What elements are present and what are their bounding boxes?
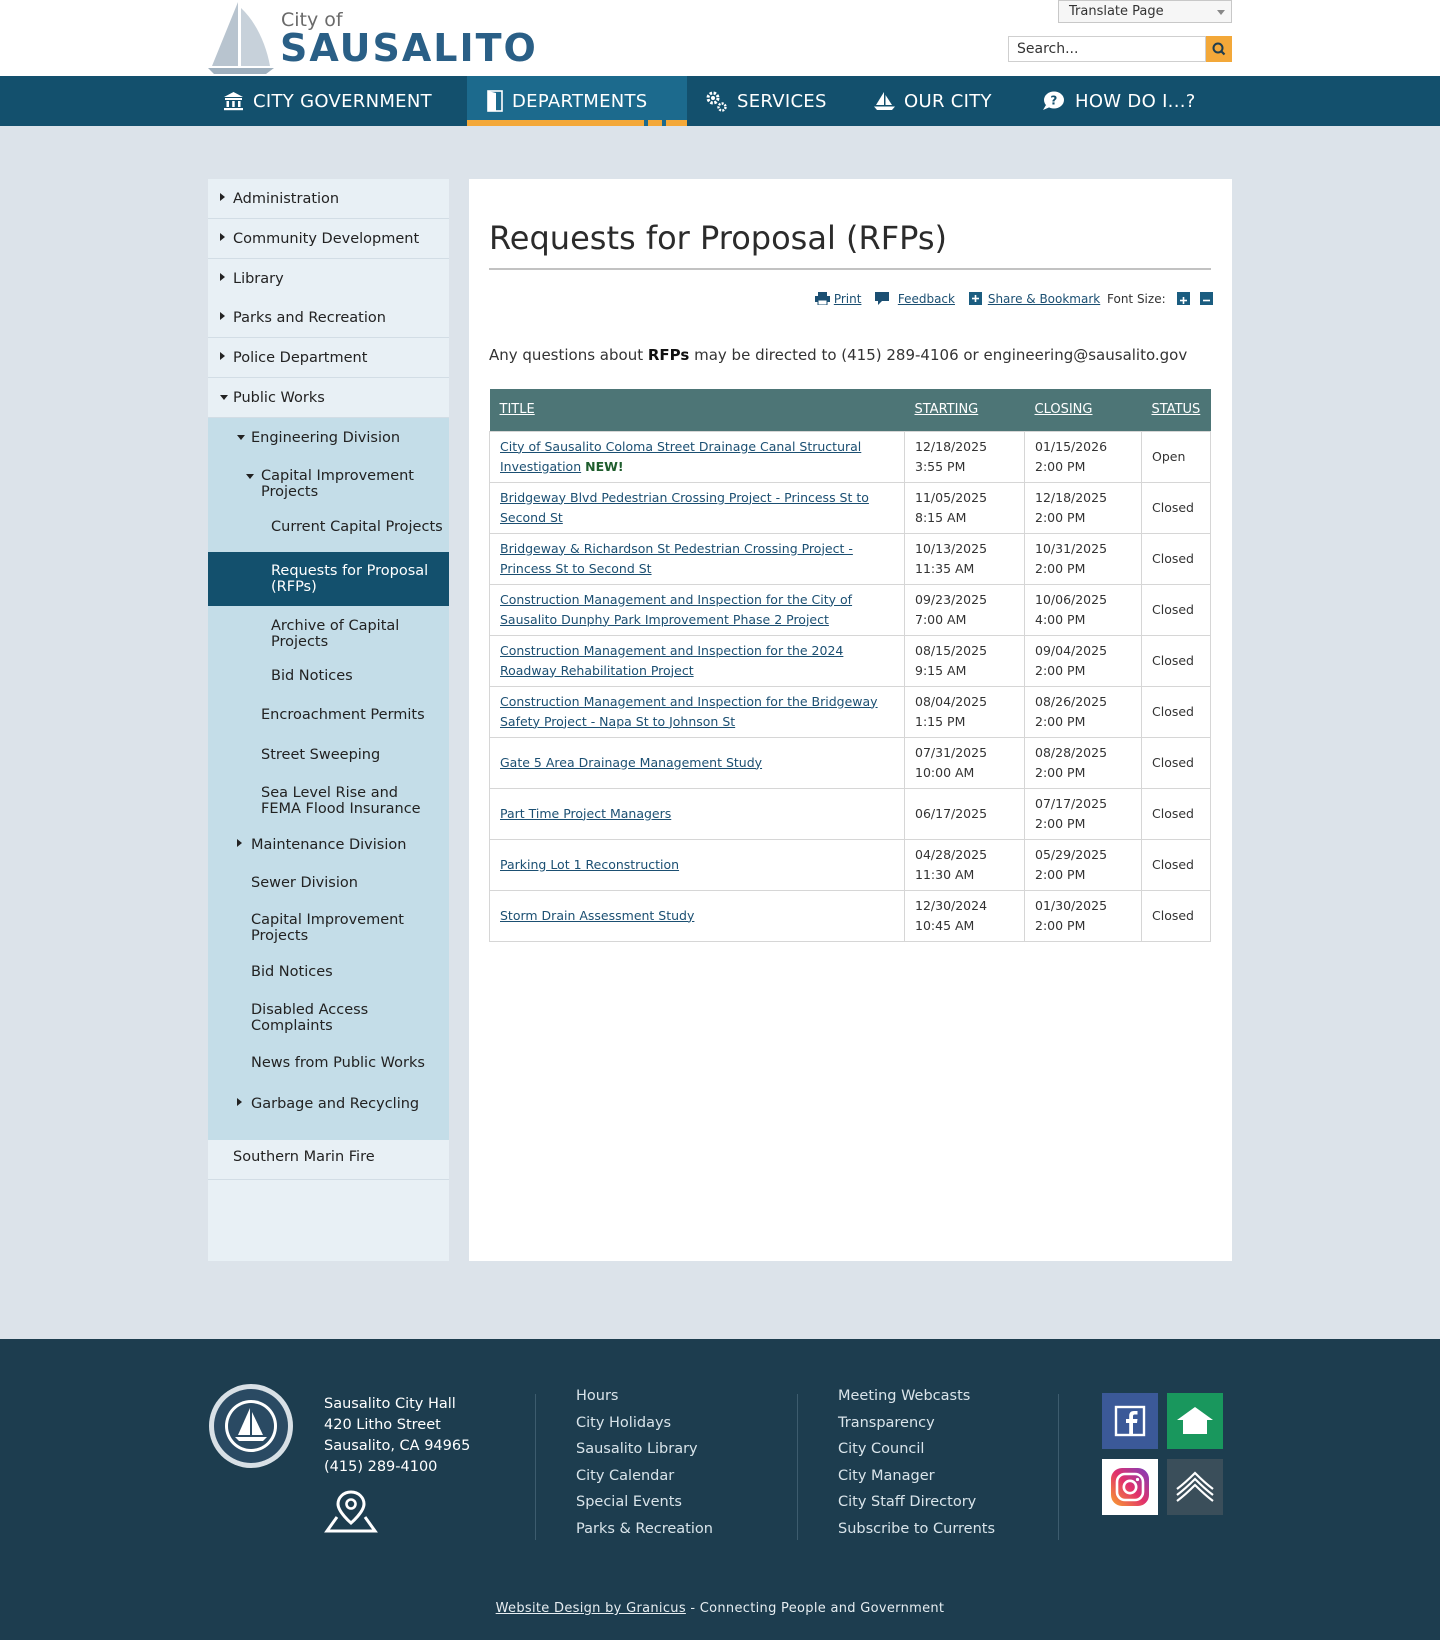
sidebar-item-parks-and-recreation[interactable] xyxy=(208,298,449,338)
door-icon xyxy=(487,90,503,112)
cell-title xyxy=(490,635,905,686)
sidebar-item-label: Archive of Capital Projects xyxy=(271,618,400,650)
col-header-title[interactable]: TITLE xyxy=(490,389,905,431)
cell-title xyxy=(490,890,905,941)
table-row xyxy=(490,431,1211,482)
sidebar-item-bid-notices[interactable] xyxy=(208,658,449,696)
footer-link-city-holidays[interactable]: City Holidays xyxy=(576,1414,672,1431)
sidebar-item-label: Capital Improvement Projects xyxy=(261,468,414,500)
cell-status: Closed xyxy=(1142,533,1211,584)
sidebar-item-label: News from Public Works xyxy=(251,1055,425,1071)
footer-credit xyxy=(0,1601,1440,1616)
cell-closing: 10/06/2025 4:00 PM xyxy=(1025,584,1142,635)
footer-link-subscribe-currents[interactable]: Subscribe to Currents xyxy=(838,1520,996,1537)
sidebar-item-label: Bid Notices xyxy=(251,964,333,980)
sidebar-item-requests-for-proposal[interactable] xyxy=(208,552,449,606)
cell-status: Closed xyxy=(1142,686,1211,737)
caret-right-icon xyxy=(220,193,225,201)
cell-closing: 08/28/2025 2:00 PM xyxy=(1025,737,1142,788)
cell-status: Closed xyxy=(1142,788,1211,839)
sidebar-item-label: Disabled Access Complaints xyxy=(251,1002,369,1034)
cell-title xyxy=(490,431,905,482)
cell-title xyxy=(490,584,905,635)
main-nav xyxy=(0,76,1440,126)
cell-status: Closed xyxy=(1142,482,1211,533)
footer-link-city-calendar[interactable]: City Calendar xyxy=(576,1467,675,1484)
caret-down-icon xyxy=(237,435,245,440)
cell-starting: 07/31/2025 10:00 AM xyxy=(905,737,1025,788)
footer-link-meeting-webcasts[interactable]: Meeting Webcasts xyxy=(838,1388,971,1404)
printer-icon xyxy=(815,292,830,305)
sidebar-item-label: Maintenance Division xyxy=(251,837,407,853)
col-header-status[interactable]: STATUS xyxy=(1142,389,1211,431)
city-channel-icon xyxy=(1167,1459,1223,1515)
sidebar-item-administration[interactable] xyxy=(208,179,449,219)
cell-starting: 11/05/2025 8:15 AM xyxy=(905,482,1025,533)
caret-right-icon xyxy=(220,273,225,281)
sidebar-item-maintenance-division[interactable] xyxy=(208,826,449,864)
building-icon xyxy=(223,91,244,111)
sidebar-item-label: Current Capital Projects xyxy=(271,519,443,535)
search-placeholder: Search... xyxy=(1017,41,1079,57)
cell-closing: 12/18/2025 2:00 PM xyxy=(1025,482,1142,533)
rfp-title-link[interactable]: Construction Management and Inspection for the 2024 Roadway Rehabilitation Project xyxy=(500,642,844,678)
nav-label: SERVICES xyxy=(737,90,827,112)
city-seal-icon xyxy=(208,1383,294,1469)
cell-closing: 05/29/2025 2:00 PM xyxy=(1025,839,1142,890)
nav-active-indicator xyxy=(467,120,687,126)
sidebar-item-archive-of-capital-projects[interactable] xyxy=(208,606,449,658)
cell-closing: 01/30/2025 2:00 PM xyxy=(1025,890,1142,941)
table-row xyxy=(490,890,1211,941)
address-line: Sausalito, CA 94965 xyxy=(324,1438,471,1454)
sidebar-item-library[interactable] xyxy=(208,259,449,299)
instagram-button[interactable] xyxy=(1102,1459,1158,1515)
sidebar-item-public-works[interactable] xyxy=(208,378,449,418)
cell-starting: 10/13/2025 11:35 AM xyxy=(905,533,1025,584)
cell-status: Closed xyxy=(1142,890,1211,941)
sidebar-item-label: Sea Level Rise and FEMA Flood Insurance xyxy=(261,785,421,817)
sidebar-item-southern-marin-fire[interactable] xyxy=(208,1140,449,1180)
share-label: Share & Bookmark xyxy=(987,292,1101,306)
footer-link-city-council[interactable]: City Council xyxy=(838,1441,925,1457)
caret-down-icon xyxy=(220,395,228,400)
cell-starting: 12/18/2025 3:55 PM xyxy=(905,431,1025,482)
table-row xyxy=(490,584,1211,635)
plus-square-icon xyxy=(969,292,982,305)
sidebar-item-police-department[interactable] xyxy=(208,338,449,378)
sidebar-item-capital-improvement-projects[interactable] xyxy=(208,458,449,508)
gears-icon xyxy=(704,89,728,113)
footer-links-col1 xyxy=(576,1388,713,1547)
table-row xyxy=(490,635,1211,686)
phone-line: (415) 289-4100 xyxy=(324,1459,438,1475)
col-header-closing[interactable]: CLOSING xyxy=(1025,389,1142,431)
sidebar-item-label: Public Works xyxy=(233,390,325,406)
sidebar-item-label: Sewer Division xyxy=(251,875,358,891)
table-header-row xyxy=(490,389,1211,431)
sidebar-item-current-capital-projects[interactable] xyxy=(208,508,449,546)
sidebar-item-news-from-public-works[interactable] xyxy=(208,1046,449,1086)
minus-icon xyxy=(1200,294,1213,307)
city-logo[interactable] xyxy=(208,0,538,76)
address-line: Sausalito City Hall xyxy=(324,1396,456,1412)
rfp-title-link[interactable]: Construction Management and Inspection for the Bridgeway Safety Project - Napa St to Johnson St xyxy=(500,693,878,729)
col-header-starting[interactable]: STARTING xyxy=(905,389,1025,431)
footer-link-sausalito-library[interactable]: Sausalito Library xyxy=(576,1441,698,1457)
sidebar-item-label: Bid Notices xyxy=(271,668,353,684)
cell-starting: 06/17/2025 xyxy=(905,788,1025,839)
footer-divider xyxy=(797,1394,798,1540)
table-row xyxy=(490,482,1211,533)
cell-title xyxy=(490,686,905,737)
logo-city-of: City of xyxy=(281,9,343,31)
granicus-link[interactable]: Website Design by Granicus xyxy=(495,1601,686,1616)
cell-closing: 07/17/2025 2:00 PM xyxy=(1025,788,1142,839)
sidebar-item-sea-level-rise[interactable] xyxy=(208,774,449,826)
feedback-label: Feedback xyxy=(897,292,955,306)
nav-how-do-i[interactable] xyxy=(1040,76,1196,126)
caret-right-icon xyxy=(220,352,225,360)
address-line: 420 Litho Street xyxy=(324,1417,441,1433)
chevron-down-icon xyxy=(1217,10,1225,15)
sidebar-item-label: Garbage and Recycling xyxy=(251,1096,420,1112)
sailboat-logo-icon xyxy=(208,0,278,76)
sidebar-item-label: Police Department xyxy=(233,350,368,366)
intro-text xyxy=(489,346,1187,364)
cell-closing: 08/26/2025 2:00 PM xyxy=(1025,686,1142,737)
print-link[interactable] xyxy=(815,292,861,306)
nav-label: CITY GOVERNMENT xyxy=(253,90,432,112)
search-input[interactable] xyxy=(1008,36,1206,62)
page-title: Requests for Proposal (RFPs) xyxy=(489,219,948,257)
cell-starting: 09/23/2025 7:00 AM xyxy=(905,584,1025,635)
comment-icon xyxy=(875,292,890,305)
intro-pre: Any questions about xyxy=(489,346,648,364)
site-header xyxy=(0,0,1440,76)
caret-right-icon xyxy=(237,1098,242,1106)
sidebar-item-label: Parks and Recreation xyxy=(233,310,386,326)
nav-our-city[interactable] xyxy=(874,76,992,126)
footer-link-city-staff-directory[interactable]: City Staff Directory xyxy=(838,1494,977,1510)
credit-tagline: - Connecting People and Government xyxy=(685,1601,945,1616)
site-footer xyxy=(0,1339,1440,1640)
intro-post: may be directed to (415) 289-4106 or engineering@sausalito.gov xyxy=(689,346,1188,364)
cell-title xyxy=(490,737,905,788)
cell-closing: 09/04/2025 2:00 PM xyxy=(1025,635,1142,686)
sidebar-item-sewer-division[interactable] xyxy=(208,864,449,904)
table-row xyxy=(490,686,1211,737)
sidebar-item-label: Library xyxy=(233,271,284,287)
font-size-label: Font Size: xyxy=(1107,292,1166,306)
cell-title xyxy=(490,839,905,890)
footer-link-transparency[interactable]: Transparency xyxy=(838,1414,935,1431)
cell-starting: 08/15/2025 9:15 AM xyxy=(905,635,1025,686)
city-hall-address xyxy=(324,1394,470,1478)
intro-bold: RFPs xyxy=(647,346,690,364)
sidebar-item-street-sweeping[interactable] xyxy=(208,736,449,774)
map-pin-icon[interactable] xyxy=(324,1489,378,1533)
rfp-table-body xyxy=(490,431,1211,941)
nav-city-government[interactable] xyxy=(223,76,432,126)
sidebar-item-community-development[interactable] xyxy=(208,219,449,259)
rfp-title-link[interactable]: Construction Management and Inspection for the City of Sausalito Dunphy Park Improvement Phase 2 Project xyxy=(500,591,853,627)
sidebar-item-label: Engineering Division xyxy=(251,430,401,446)
sidebar-item-label: Administration xyxy=(233,191,340,207)
nav-label: OUR CITY xyxy=(904,90,992,112)
footer-links-col2 xyxy=(838,1388,995,1547)
rfp-title-link[interactable]: Part Time Project Managers xyxy=(500,805,672,821)
cell-title xyxy=(490,533,905,584)
title-divider xyxy=(489,268,1211,270)
search-button[interactable] xyxy=(1206,36,1232,62)
footer-divider xyxy=(535,1394,536,1540)
instagram-icon xyxy=(1102,1459,1158,1515)
logo-sausalito: SAUSALITO xyxy=(280,26,538,70)
rfp-title-link[interactable]: Parking Lot 1 Reconstruction xyxy=(500,856,680,872)
cell-starting: 12/30/2024 10:45 AM xyxy=(905,890,1025,941)
table-row xyxy=(490,533,1211,584)
rfp-title-link[interactable]: City of Sausalito Coloma Street Drainage Canal Structural Investigation xyxy=(500,438,862,474)
sidebar-item-bid-notices-2[interactable] xyxy=(208,956,449,994)
svg-text:?: ? xyxy=(1050,93,1058,108)
nav-label: HOW DO I...? xyxy=(1075,90,1196,112)
cell-closing: 01/15/2026 2:00 PM xyxy=(1025,431,1142,482)
nextdoor-icon xyxy=(1167,1393,1223,1449)
rfp-title-link[interactable]: Bridgeway & Richardson St Pedestrian Crossing Project - Princess St to Second St xyxy=(500,540,853,576)
caret-right-icon xyxy=(220,312,225,320)
font-decrease-button[interactable] xyxy=(1200,292,1213,305)
caret-right-icon xyxy=(237,839,242,847)
cell-starting: 04/28/2025 11:30 AM xyxy=(905,839,1025,890)
sidebar-item-label: Requests for Proposal (RFPs) xyxy=(271,563,429,595)
rfp-table xyxy=(489,389,1211,942)
cell-status: Closed xyxy=(1142,839,1211,890)
feedback-link[interactable] xyxy=(875,292,955,306)
plus-icon xyxy=(1177,294,1190,307)
sidebar-item-engineering-division[interactable] xyxy=(208,418,449,458)
table-row xyxy=(490,788,1211,839)
caret-down-icon xyxy=(246,474,254,479)
sidebar-item-label: Encroachment Permits xyxy=(261,707,425,723)
search-icon xyxy=(1206,36,1232,62)
cell-status: Closed xyxy=(1142,635,1211,686)
facebook-icon xyxy=(1102,1393,1158,1449)
sidebar-item-label: Street Sweeping xyxy=(261,747,381,763)
cell-status: Open xyxy=(1142,431,1211,482)
new-badge: NEW! xyxy=(585,458,624,474)
sidebar-item-capital-improvement-projects-2[interactable] xyxy=(208,904,449,956)
footer-link-parks-recreation[interactable]: Parks & Recreation xyxy=(576,1520,713,1537)
sailboat-icon xyxy=(874,91,895,111)
sidebar-item-label: Southern Marin Fire xyxy=(233,1149,375,1165)
city-channel-button[interactable] xyxy=(1167,1459,1223,1515)
cell-closing: 10/31/2025 2:00 PM xyxy=(1025,533,1142,584)
sidebar-item-disabled-access-complaints[interactable] xyxy=(208,994,449,1046)
footer-link-hours[interactable]: Hours xyxy=(576,1388,619,1404)
nav-departments[interactable] xyxy=(467,76,687,126)
sidebar-item-label: Community Development xyxy=(233,231,420,247)
table-row xyxy=(490,737,1211,788)
cell-starting: 08/04/2025 1:15 PM xyxy=(905,686,1025,737)
share-bookmark-link[interactable] xyxy=(969,292,1100,306)
nav-label: DEPARTMENTS xyxy=(512,90,648,112)
rfp-title-link[interactable]: Gate 5 Area Drainage Management Study xyxy=(500,754,763,770)
rfp-title-link[interactable]: Storm Drain Assessment Study xyxy=(500,907,695,923)
footer-divider xyxy=(1058,1394,1059,1540)
nav-services[interactable] xyxy=(704,76,827,126)
sidebar-item-garbage-and-recycling[interactable] xyxy=(208,1086,449,1140)
translate-select[interactable] xyxy=(1058,0,1232,23)
caret-right-icon xyxy=(220,233,225,241)
cell-status: Closed xyxy=(1142,584,1211,635)
cell-status: Closed xyxy=(1142,737,1211,788)
print-label: Print xyxy=(833,292,862,306)
nav-indicator-gap xyxy=(662,120,666,126)
rfp-title-link[interactable]: Bridgeway Blvd Pedestrian Crossing Project - Princess St to Second St xyxy=(500,489,869,525)
font-increase-button[interactable] xyxy=(1177,292,1190,305)
facebook-button[interactable] xyxy=(1102,1393,1158,1449)
footer-link-special-events[interactable]: Special Events xyxy=(576,1494,682,1510)
question-bubble-icon xyxy=(1040,90,1066,112)
nextdoor-button[interactable] xyxy=(1167,1393,1223,1449)
cell-title xyxy=(490,482,905,533)
sidebar-item-label: Capital Improvement Projects xyxy=(251,912,404,944)
main-content xyxy=(469,179,1232,1261)
cell-title xyxy=(490,788,905,839)
sidebar-nav xyxy=(208,179,449,1261)
nav-indicator-gap xyxy=(644,120,648,126)
footer-link-city-manager[interactable]: City Manager xyxy=(838,1467,935,1484)
translate-label: Translate Page xyxy=(1069,4,1164,19)
sidebar-item-encroachment-permits[interactable] xyxy=(208,696,449,736)
table-row xyxy=(490,839,1211,890)
